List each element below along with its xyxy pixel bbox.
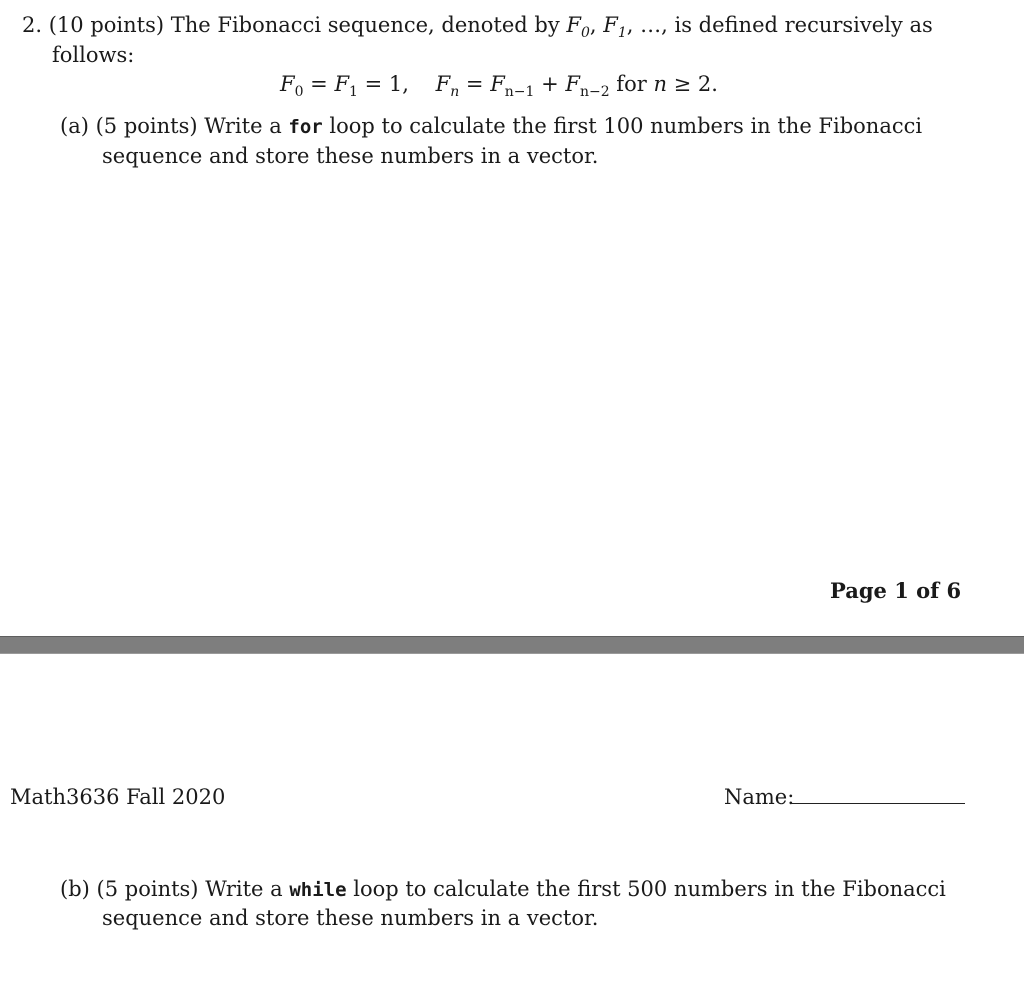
name-blank-line: [790, 803, 965, 804]
part-b-line2: sequence and store these numbers in a vector.: [102, 906, 599, 930]
while-keyword: while: [289, 879, 347, 901]
part-b-line1: (b) (5 points) Write a while loop to calculate the first 500 numbers in the Fibonacci: [60, 877, 946, 901]
part-a-points: (5 points): [95, 114, 198, 138]
page-separator: [0, 636, 1024, 654]
part-a-line1: (a) (5 points) Write a for loop to calculate the first 100 numbers in the Fibonacci: [60, 114, 923, 138]
f0-symbol: $F_0$: [566, 13, 590, 41]
part-b-label: (b): [60, 877, 90, 901]
question-points: (10 points): [48, 13, 165, 37]
question-intro-text: The Fibonacci sequence, denoted by: [170, 13, 560, 37]
exam-page-2: [0, 654, 1024, 1007]
part-a-label: (a): [60, 114, 89, 138]
question-intro-line2: follows:: [52, 43, 135, 67]
f1-symbol: $F_1$: [603, 13, 627, 41]
page-number: Page 1 of 6: [830, 578, 962, 603]
question-number: 2.: [22, 13, 43, 37]
course-header: Math3636 Fall 2020: [10, 785, 226, 809]
ellipsis: …,: [640, 13, 668, 37]
name-label: Name:: [724, 785, 795, 809]
fibonacci-formula: $F_0 = F_1 = 1$, $F_n = F_{n-1} + F_{n-2}$ for n ≥ 2.: [280, 72, 718, 100]
part-b-points: (5 points): [96, 877, 199, 901]
question-intro-line1: 2. (10 points) The Fibonacci sequence, denoted by $F_0$, $F_1$, …, is defined recursively as: [22, 13, 933, 41]
for-keyword: for: [288, 116, 323, 138]
part-a-line2: sequence and store these numbers in a vector.: [102, 144, 599, 168]
question-intro-rest: is defined recursively as: [674, 13, 933, 37]
